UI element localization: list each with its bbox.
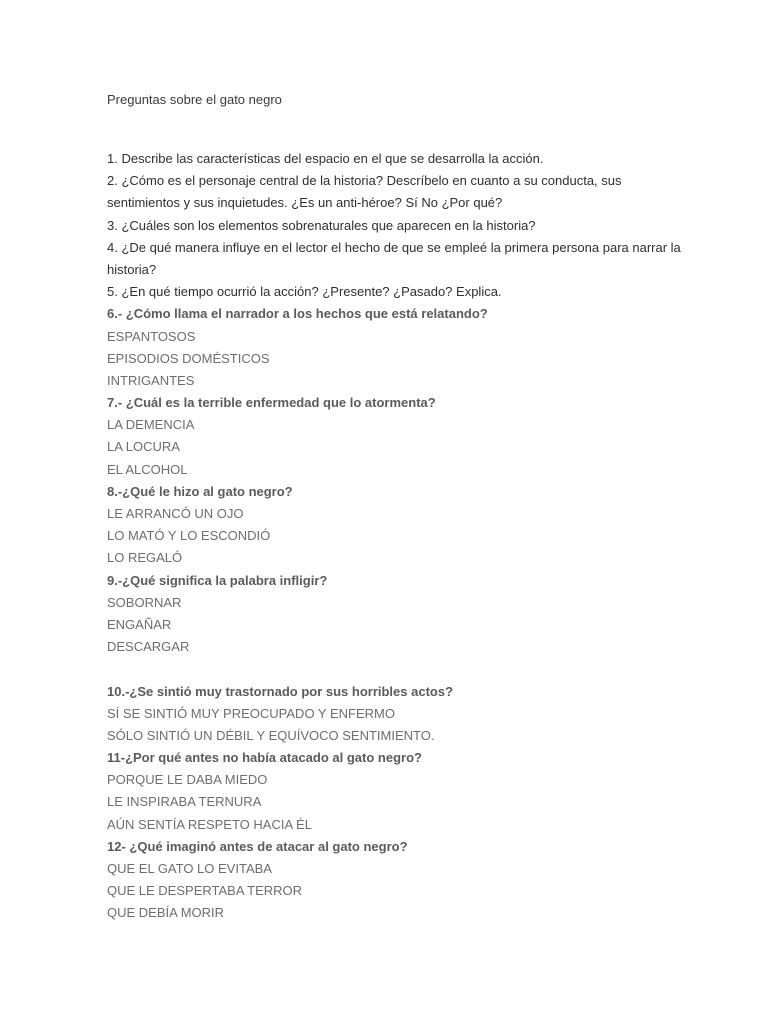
question-7: 7.- ¿Cuál es la terrible enfermedad que lo atormenta? [107, 395, 436, 411]
answer-option: ESPANTOSOS [107, 328, 196, 344]
answer-option: LA LOCURA [107, 439, 180, 455]
answer-option: SOBORNAR [107, 594, 182, 610]
intro-line: historia? [107, 261, 157, 277]
answer-option: LO REGALÓ [107, 550, 183, 566]
answer-option: SÓLO SINTIÓ UN DÉBIL Y EQUÍVOCO SENTIMIENTO. [107, 727, 435, 743]
question-9: 9.-¿Qué significa la palabra infligir? [107, 572, 328, 588]
question-8: 8.-¿Qué le hizo al gato negro? [107, 483, 293, 499]
answer-option: LA DEMENCIA [107, 417, 195, 433]
answer-option: AÚN SENTÍA RESPETO HACIA ÉL [107, 816, 312, 832]
answer-option: DESCARGAR [107, 639, 190, 655]
question-11: 11-¿Por qué antes no había atacado al gato negro? [107, 750, 422, 766]
answer-option: LE ARRANCÓ UN OJO [107, 506, 244, 521]
question-6: 6.- ¿Cómo llama el narrador a los hechos que está relatando? [107, 306, 488, 322]
document-body [107, 148, 707, 925]
intro-line: 4. ¿De qué manera influye en el lector el hecho de que se empleé la primera persona para narrar la [107, 239, 681, 255]
answer-option: EPISODIOS DOMÉSTICOS [107, 350, 270, 366]
answer-option: LE INSPIRABA TERNURA [107, 794, 262, 810]
document-title: Preguntas sobre el gato negro [107, 92, 282, 107]
question-10: 10.-¿Se sintió muy trastornado por sus horribles actos? [107, 683, 454, 699]
intro-line: 5. ¿En qué tiempo ocurrió la acción? ¿Presente? ¿Pasado? Explica. [107, 284, 502, 300]
intro-line: 2. ¿Cómo es el personaje central de la historia? Descríbelo en cuanto a su conducta, sus [107, 173, 622, 189]
question-12: 12- ¿Qué imaginó antes de atacar al gato negro? [107, 838, 408, 854]
answer-option: ENGAÑAR [107, 616, 172, 632]
blank-line [107, 658, 707, 680]
answer-option: INTRIGANTES [107, 372, 195, 388]
answer-option: QUE DEBÍA MORIR [107, 905, 225, 921]
answer-option: SÍ SE SINTIÓ MUY PREOCUPADO Y ENFERMO [107, 705, 395, 721]
answer-option: QUE EL GATO LO EVITABA [107, 861, 272, 876]
answer-option: QUE LE DESPERTABA TERROR [107, 883, 303, 899]
intro-line: 3. ¿Cuáles son los elementos sobrenaturales que aparecen en la historia? [107, 217, 536, 233]
answer-option: LO MATÓ Y LO ESCONDIÓ [107, 528, 271, 544]
intro-line: sentimientos y sus inquietudes. ¿Es un anti-héroe? Sí No ¿Por qué? [107, 195, 503, 211]
intro-line: 1. Describe las características del espacio en el que se desarrolla la acción. [107, 151, 544, 166]
answer-option: PORQUE LE DABA MIEDO [107, 772, 268, 788]
answer-option: EL ALCOHOL [107, 461, 188, 477]
